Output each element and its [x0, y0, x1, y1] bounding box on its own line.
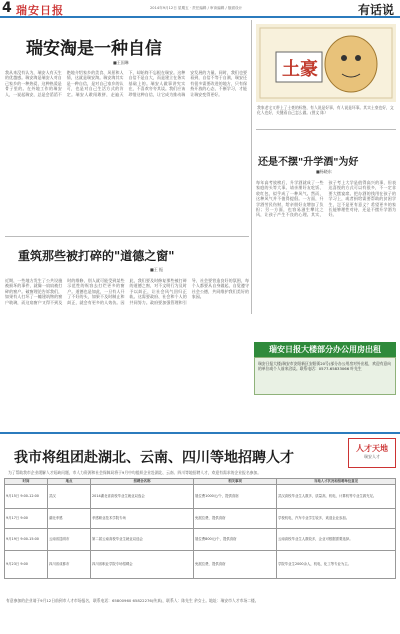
cell-time: 9月15日 9:00-12:00: [5, 484, 48, 508]
col-header: 地点: [48, 479, 91, 485]
talent-logo-sub: 瑞安人才: [364, 454, 380, 459]
talent-logo: [348, 438, 396, 468]
article3-author: ■王 振: [150, 267, 164, 272]
cartoon-word: 土豪: [282, 59, 318, 80]
cell-status: 学院毕业生2000余人，机电、化工等专业为主。: [277, 550, 396, 578]
cell-place: 武汉: [48, 484, 91, 508]
cell-time: 9月19日 9:00-15:00: [5, 528, 48, 550]
jobs-table: [4, 478, 396, 579]
cell-fair: 四川省职业学院专场招聘会: [91, 550, 194, 578]
cell-time: 9月23日 9:00: [5, 550, 48, 578]
table-row: [5, 508, 396, 528]
divider: [256, 129, 396, 130]
article2-author: ■杨晓东: [316, 169, 332, 174]
table-row: [5, 528, 396, 550]
section-rule: [0, 432, 400, 434]
cell-place: 云南省昆明市: [48, 528, 91, 550]
cell-status: 学校机电、汽车专业学生较多，欢迎企业参加。: [277, 508, 396, 528]
section-title: 有话说: [357, 3, 394, 17]
col-header: 相关事项: [194, 479, 277, 485]
cell-notes: 展位费800元/个，提供食宿: [194, 528, 277, 550]
cell-place: 湖北孝感: [48, 508, 91, 528]
article1-body: 我从来没有认为，瑞安人有天生的优越感。瑞安淘是瑞安人对自己家乡的一种热爱，这种热爱是骨子里的。在外地工作的瑞安人，一说起瑞安，总是会滔滔不绝地介绍家乡的美食、风景和人情，这就是瑞安淘。瑞安淘其实是一种自信，是对自己家乡的认可，也是对自己生活方式的肯定。瑞安人敢闯敢拼，走遍天下，却始终不忘根在瑞安。这种自信不是自大，而是建立在务实基础上的。瑞安人做事讲究实在，不喜欢夸夸其谈。我们应该珍惜这种自信，让它成为推动瑞安发展的力量。同时，我们也要看到，自信不等于自满，瑞安还有很多需要改进的地方，只有保持开放的心态，不断学习，才能让瑞安变得更好。: [5, 70, 247, 97]
talent-logo-text: 人才天地: [356, 444, 388, 453]
column-divider: [251, 20, 252, 314]
cartoon-illustration: [256, 24, 396, 102]
divider: [5, 236, 249, 237]
article3-body: 近期，一些地方发生了公共设施被损坏的事件，就像一扇扇被打碎的窗户。破窗理论告诉我们，如果有人打坏了一幢建筑物的窗户玻璃，而这扇窗户又得不到及时的维修，别人就可能受到某些示范性的纵容去打烂更多的窗户。道德也是如此，一旦有人开了不好的头，如果不及时制止和纠正，就会有更多的人效仿。因此，我们要及时修复那些被打碎的道德之窗，对不文明行为及时予以纠正，让社会风气回归正轨。这需要政府、社会和个人的共同努力。政府要加强管理和引导，社会要营造良好的氛围，每个人都要从自身做起，自觉遵守社会公德，共同维护我们美好的家园。: [5, 278, 249, 305]
recruit-footer: 有意参加的企业请于9月12日前到市人才市场报名，联系电话：65800960 65822276(传真)，联系人：陈先生 余女士。地址：瑞安市人才市场二楼。: [6, 598, 259, 603]
table-row: [5, 550, 396, 578]
table-row: [5, 484, 396, 508]
cartoon-image: [256, 24, 396, 102]
article2-title: 还是不摆"升学酒"为好: [258, 157, 359, 168]
article1-title: 瑞安淘是一种自信: [26, 39, 162, 59]
cell-status: 武汉高校毕业生人数多，质量高，机电、计算机等专业生源充足。: [277, 484, 396, 508]
cell-notes: 展位费1000元/个，提供食宿: [194, 484, 277, 508]
paper-name: 瑞安日报: [16, 4, 64, 17]
rental-box: [254, 357, 396, 395]
cell-fair: 孝感职业技术学院专场: [91, 508, 194, 528]
recruit-intro: 为了帮助我市企业缓解人才短缺问题，市人力资源和社会保障局将于9月中旬组织企业赴湖北、云南、四川等地招聘人才，欢迎有需求的企业报名参加。: [8, 470, 262, 475]
cell-fair: 2014湖北省高校毕业生就业双选会: [91, 484, 194, 508]
cell-place: 四川省成都市: [48, 550, 91, 578]
rental-title: 瑞安日报大楼部分办公用房出租: [254, 342, 396, 357]
issue-meta: 2014年9月12日 星期五 · 责任编辑 / 审读编辑 / 版面设计: [150, 6, 243, 10]
col-header: 招聘会名称: [91, 479, 194, 485]
article1-author: ■王国琳: [113, 60, 129, 65]
cell-notes: 免展位费，提供食宿: [194, 550, 277, 578]
col-header: 时间: [5, 479, 48, 485]
article3-title: 重筑那些被打碎的"道德之窗": [18, 249, 175, 263]
page-number: 4: [2, 0, 12, 16]
cell-time: 9月17日 9:00: [5, 508, 48, 528]
cell-fair: 第二届云南高校毕业生就业双选会: [91, 528, 194, 550]
cell-notes: 免展位费，提供食宿: [194, 508, 277, 528]
rental-body: 瑞安日报大楼(瑞安市安阳新区安阳街20号)部分办公用房对外出租，欢迎有意向的单位或个人前来洽谈。联系电话：0577-65833066 叶先生: [258, 361, 392, 372]
cell-status: 云南高校毕业生人数较多，企业可根据需要选择。: [277, 528, 396, 550]
col-header: 当地人才状况和招聘单位意见: [277, 479, 396, 485]
recruit-title: 我市将组团赴湖北、云南、四川等地招聘人才: [14, 450, 294, 466]
cartoon-caption: 我家老宅又带上了土豪的标签，有人说是好事，有人说是坏事。其实土豪也好，文化人也好，关键看自己怎么做。(图文 陈）: [257, 105, 394, 116]
article2-body: 每年高考放榜后，升学酒就成了一些家庭的头等大事。请亲朋好友吃饭、收红包，似乎成了一种风气。然而，这种风气并不值得提倡。一方面，升学酒劳民伤财，给亲朋好友增加了负担；另一方面，也容易滋生攀比之风，让孩子产生不良的心理。其实，孩子考上大学是值得高兴的事，但表达喜悦的方式可以有很多，不一定非要大摆宴席。把办酒的钱用在孩子的学习上，或者捐给需要帮助的贫困学生，岂不是更有意义？希望更多的家长能够理性对待，还是不摆升学酒为好。: [256, 180, 396, 218]
